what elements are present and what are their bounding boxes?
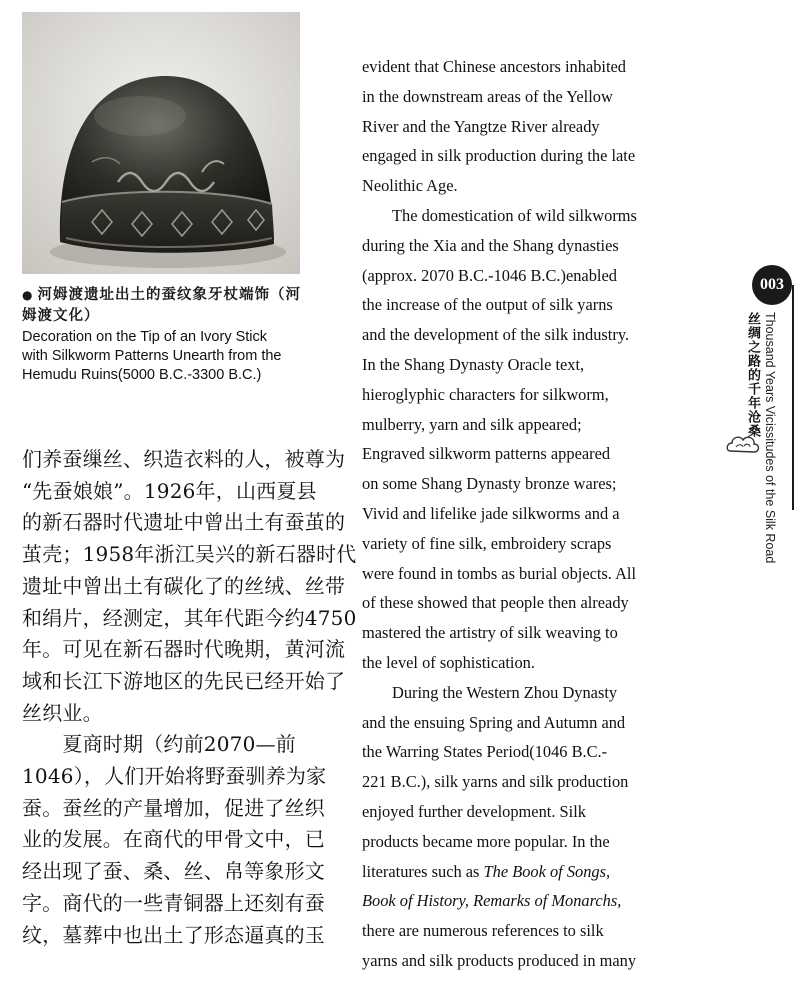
cloud-ornament-icon (724, 425, 764, 465)
ivory-stick-illustration (22, 12, 300, 274)
en-line: in the downstream areas of the Yellow (362, 86, 613, 106)
en-line: mastered the artistry of silk weaving to (362, 623, 618, 643)
en-line: during the Xia and the Shang dynasties (362, 235, 619, 255)
page-number: 003 (752, 265, 792, 305)
en-line: and the ensuing Spring and Autumn and (362, 712, 626, 732)
ivory-stick-photo (22, 12, 300, 274)
zh-line: 茧壳；1958年浙江吴兴的新石器时代 (22, 542, 357, 567)
en-line: the increase of the output of silk yarns (362, 295, 613, 315)
running-title-chinese: 丝绸之路的千年沧桑 (745, 312, 760, 438)
en-line: were found in tombs as burial objects. All (362, 563, 637, 583)
caption-en-line: Decoration on the Tip of an Ivory Stick (22, 329, 268, 345)
zh-line: 经出现了蚕、桑、丝、帛等象形文 (22, 859, 325, 884)
en-line: In the Shang Dynasty Oracle text, (362, 354, 585, 374)
en-line: and the development of the silk industry. (362, 325, 630, 345)
zh-line: 1046），人们开始将野蚕驯养为家 (22, 764, 327, 789)
en-line: During the Western Zhou Dynasty (392, 682, 618, 702)
en-line: enjoyed further development. Silk (362, 801, 586, 821)
caption-chinese (22, 285, 332, 327)
en-line: (approx. 2070 B.C.-1046 B.C.)enabled (362, 265, 617, 285)
en-line: River and the Yangtze River already (362, 116, 600, 136)
en-line: 221 B.C.), silk yarns and silk production (362, 772, 629, 792)
caption-zh-line: 河姆渡遗址出土的蚕纹象牙杖端饰（河 (37, 287, 301, 303)
en-line: there are numerous references to silk (362, 921, 604, 941)
en-line-with-title (362, 857, 657, 887)
en-line: variety of fine silk, embroidery scraps (362, 533, 612, 553)
book-title: The Book of Songs, (483, 861, 611, 881)
en-line: products became more popular. In the (362, 831, 610, 851)
zh-line: 和绢片，经测定，其年代距今约4750 (22, 605, 357, 630)
zh-line: 遗址中曾出土有碳化了的丝绒、丝带 (22, 573, 346, 598)
en-line: of these showed that people then already (362, 593, 629, 613)
en-line: on some Shang Dynasty bronze wares; (362, 474, 617, 494)
zh-line: 蚕。蚕丝的产量增加，促进了丝织 (22, 795, 325, 820)
book-title: Book of History, Remarks of Monarchs, (362, 891, 622, 911)
en-line: Neolithic Age. (362, 176, 458, 196)
zh-line: 字。商代的一些青铜器上还刻有蚕 (22, 890, 325, 915)
running-title-english: Thousand Years Vicissitudes of the Silk Road (763, 312, 777, 564)
zh-line: “先蚕娘娘”。1926年，山西夏县 (22, 478, 317, 503)
en-line: The domestication of wild silkworms (392, 205, 637, 225)
en-text: literatures such as (362, 861, 484, 881)
zh-line: 业的发展。在商代的甲骨文中，已 (22, 827, 325, 852)
en-line: Engraved silkworm patterns appeared (362, 444, 611, 464)
caption-zh-line: 姆渡文化） (22, 308, 100, 324)
zh-line: 的新石器时代遗址中曾出土有蚕茧的 (22, 510, 346, 535)
en-line: yarns and silk products produced in many (362, 950, 637, 970)
en-line: Vivid and lifelike jade silkworms and a (362, 503, 620, 523)
en-line: engaged in silk production during the late (362, 146, 636, 166)
en-line: the level of sophistication. (362, 652, 535, 672)
sidebar-rule (792, 285, 794, 510)
zh-line: 们养蚕缫丝、织造衣料的人，被尊为 (22, 447, 346, 471)
en-line: mulberry, yarn and silk appeared; (362, 414, 582, 434)
en-line: the Warring States Period(1046 B.C.- (362, 742, 608, 762)
zh-line: 夏商时期（约前2070—前 (22, 732, 296, 757)
en-line: evident that Chinese ancestors inhabited (362, 57, 626, 76)
zh-line: 纹，墓葬中也出土了形态逼真的玉 (22, 922, 325, 947)
bullet-icon: ● (22, 288, 34, 302)
caption-en-line: with Silkworm Patterns Unearth from the (22, 348, 282, 364)
en-line-with-title (362, 886, 657, 916)
caption-en-line: Hemudu Ruins(5000 B.C.-3300 B.C.) (22, 367, 262, 383)
english-body-text (362, 52, 657, 976)
figure-caption (22, 285, 332, 385)
zh-line: 年。可见在新石器时代晚期，黄河流 (22, 637, 346, 662)
zh-line: 域和长江下游地区的先民已经开始了 (22, 668, 346, 693)
chinese-body-text (22, 444, 357, 951)
zh-line: 丝织业。 (22, 700, 103, 725)
caption-english (22, 328, 332, 385)
en-line: hieroglyphic characters for silkworm, (362, 384, 609, 404)
